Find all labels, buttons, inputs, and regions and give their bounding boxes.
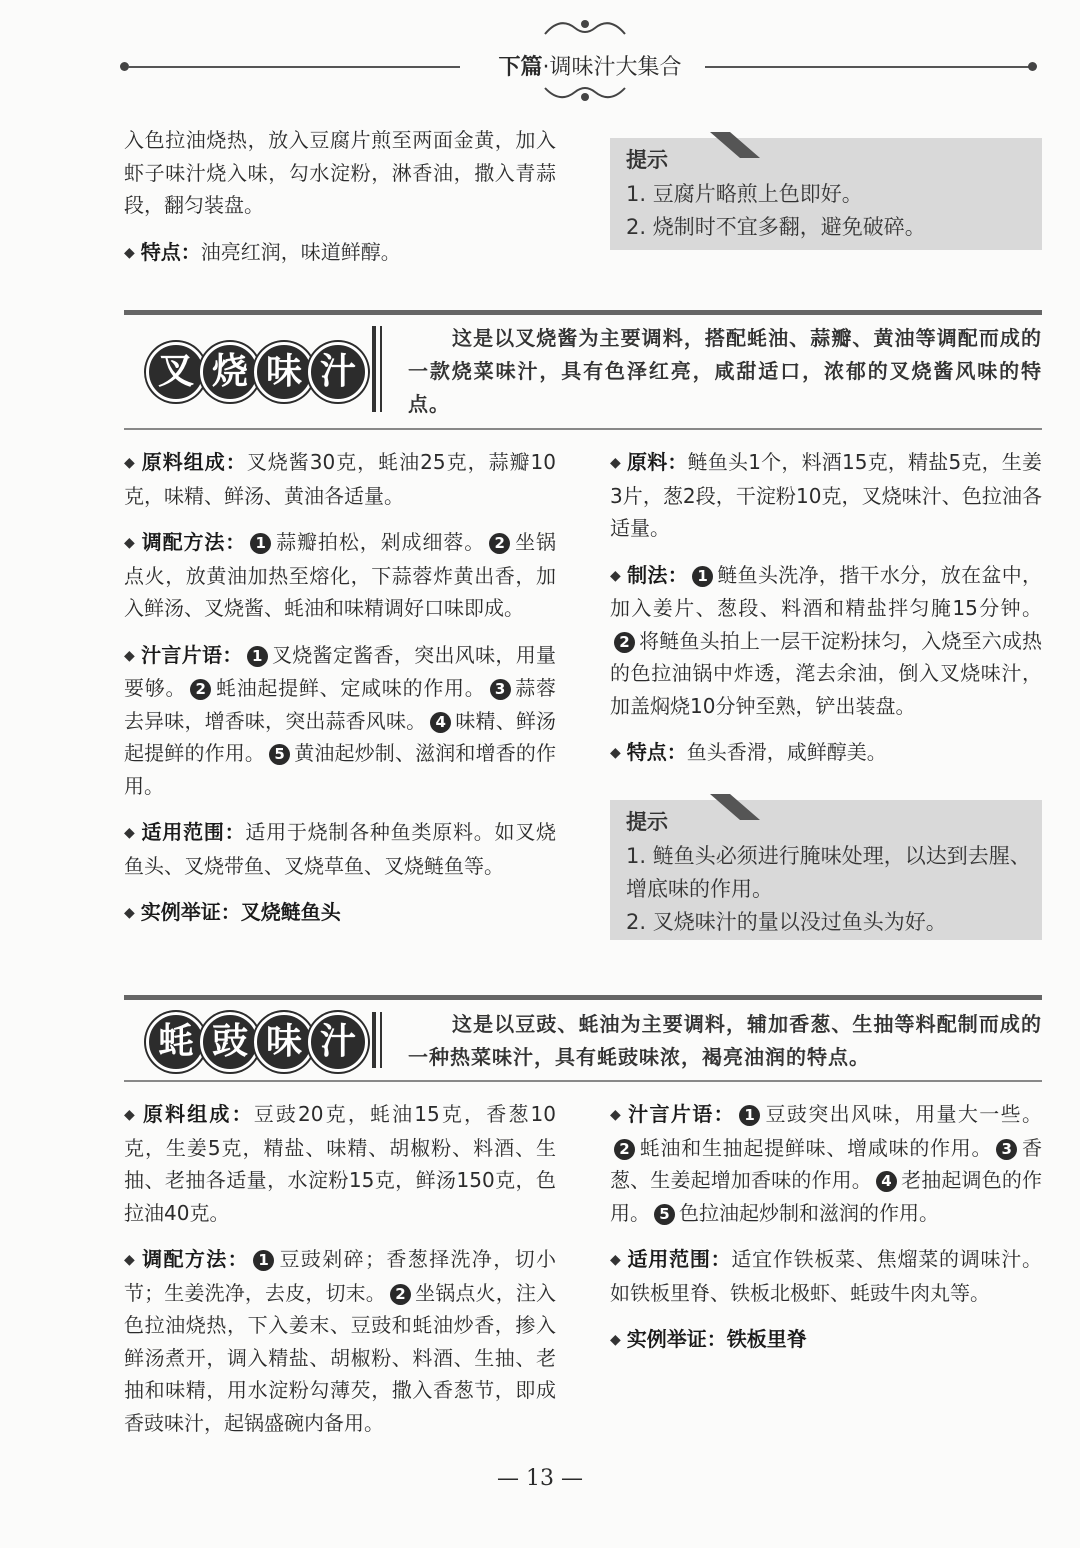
diamond-icon: ◆	[124, 905, 135, 921]
ingredients-text: 豆豉20克，蚝油15克，香葱10克，生姜5克，精盐、味精、胡椒粉、料酒、生抽、老抽各适量，水淀粉15克，鲜汤150克，色拉油40克。	[124, 1102, 556, 1225]
method	[124, 1243, 556, 1439]
diamond-icon: ◆	[610, 745, 621, 761]
number-3-icon: 3	[996, 1139, 1017, 1160]
scope-text: 适用于烧制各种鱼类原料。如叉烧鱼头、叉烧带鱼、叉烧草鱼、叉烧鲢鱼等。	[124, 820, 557, 878]
diamond-icon: ◆	[124, 244, 135, 261]
ornament-top	[540, 14, 630, 42]
section1-badge	[146, 342, 362, 402]
recipe-ingredients	[610, 446, 1042, 545]
ingredients	[124, 446, 556, 512]
section2-band-bottom	[124, 1080, 1042, 1082]
example-text: 铁板里脊	[726, 1327, 807, 1351]
method-step: 鲢鱼头洗净，揩干水分，放在盆中，加入姜片、葱段、料酒和精盐拌匀腌15分钟。	[610, 562, 1043, 620]
method-label: 调配方法：	[140, 530, 247, 554]
ingredients-text: 叉烧酱30克，蚝油25克，蒜瓣10克，味精、鲜汤、黄油各适量。	[124, 450, 557, 508]
header-rule-left	[128, 66, 460, 68]
badge-char: 味	[254, 342, 314, 402]
recipe-feature	[610, 736, 1042, 770]
feature-label: 特点：	[626, 740, 687, 764]
number-5-icon: 5	[654, 1204, 675, 1225]
scope-label: 适用范围：	[626, 1247, 732, 1271]
top-left-column	[124, 124, 556, 269]
header-title-part: 下篇	[498, 55, 543, 80]
method-step: 坐锅点火，放黄油加热至熔化，下蒜蓉炸黄出香，加入鲜汤、叉烧酱、蚝油和味精调好口味即成。	[124, 530, 556, 620]
top-method-text: 入色拉油烧热，放入豆腐片煎至两面金黄，加入虾子味汁烧入味，勾水淀粉，淋香油，撒入青蒜段，翻匀装盘。	[124, 128, 556, 217]
section2-band-top	[124, 995, 1042, 1000]
tip-item: 2. 叉烧味汁的量以没过鱼头为好。	[626, 910, 947, 934]
method-label: 制法：	[626, 562, 689, 587]
method-step: 坐锅点火，注入色拉油烧热，下入姜末、豆豉和蚝油炒香，掺入鲜汤煮开，调入精盐、胡椒粉、料酒、生抽、老抽和味精，用水淀粉勾薄芡，撒入香葱节，即成香豉味汁，起锅盛碗内备用。	[124, 1280, 557, 1435]
section2-badge	[146, 1012, 362, 1072]
badge-char: 汁	[308, 342, 368, 402]
number-1-icon: 1	[250, 533, 271, 554]
header-rule-right	[705, 66, 1030, 68]
method	[124, 526, 556, 625]
section2-left-column	[124, 1098, 556, 1439]
tip-body	[626, 840, 1032, 939]
scope	[124, 816, 556, 882]
badge-char: 烧	[200, 342, 260, 402]
method-label: 调配方法：	[140, 1247, 250, 1271]
note-item: 色拉油起炒制和滋润的作用。	[679, 1200, 939, 1225]
ingredients-label: 原料组成：	[140, 450, 247, 474]
header-title	[470, 50, 710, 81]
note-item: 蚝油起提鲜、定咸味的作用。	[215, 676, 486, 700]
ingredients-label: 原料：	[626, 450, 688, 474]
section1-left-column	[124, 446, 556, 930]
note-item: 豆豉突出风味，用量大一些。	[764, 1102, 1043, 1126]
badge-char: 味	[254, 1012, 314, 1072]
scope	[610, 1243, 1042, 1309]
diamond-icon: ◆	[124, 1252, 135, 1268]
section2-divider	[372, 1012, 376, 1068]
example	[610, 1323, 1042, 1357]
example-text: 叉烧鲢鱼头	[240, 900, 341, 924]
method-step: 豆豉剁碎；香葱择洗净，切小节；生姜洗净，去皮，切末。	[124, 1247, 557, 1305]
section2-right-column	[610, 1098, 1042, 1357]
note-item: 蚝油和生抽起提鲜味、增咸味的作用。	[639, 1135, 993, 1160]
number-1-icon: 1	[253, 1250, 274, 1271]
diamond-icon: ◆	[124, 535, 135, 551]
feature-text: 油亮红润，味道鲜醇。	[200, 239, 401, 264]
number-2-icon: 2	[390, 1284, 411, 1305]
diamond-icon: ◆	[124, 825, 135, 841]
diamond-icon: ◆	[610, 455, 621, 471]
ingredients	[124, 1098, 556, 1229]
notes-label: 汁言片语：	[626, 1102, 736, 1126]
note-item: 叉烧酱定酱香，突出风味，用量要够。	[124, 642, 557, 700]
section1-divider	[372, 326, 376, 412]
tip-label: 提示	[626, 810, 668, 834]
diamond-icon: ◆	[610, 1107, 621, 1123]
note-item: 香葱、生姜起增加香味的作用。	[610, 1135, 1043, 1192]
number-4-icon: 4	[430, 712, 451, 733]
number-2-icon: 2	[614, 632, 635, 653]
number-1-icon: 1	[739, 1105, 760, 1126]
section2-intro: 这是以豆豉、蚝油为主要调料，辅加香葱、生抽等料配制而成的一种热菜味汁，具有蚝豉味浓，褐亮油润的特点。	[408, 1012, 1042, 1069]
tip-box-section1	[610, 800, 1042, 940]
badge-char: 叉	[146, 342, 206, 402]
ornament-bottom	[540, 82, 630, 106]
diamond-icon: ◆	[124, 1107, 135, 1123]
example	[124, 896, 556, 930]
number-3-icon: 3	[490, 679, 511, 700]
header-dot-right	[1028, 62, 1037, 71]
number-2-icon: 2	[190, 679, 211, 700]
diamond-icon: ◆	[124, 647, 135, 664]
tip-box-top	[610, 138, 1042, 250]
section1-band-top	[124, 310, 1042, 315]
notes	[610, 1098, 1042, 1229]
method-step: 将鲢鱼头拍上一层干淀粉抹匀，入烧至六成热的色拉油锅中炸透，滗去余油，倒入叉烧味汁，加盖焖烧10分钟至熟，铲出装盘。	[610, 628, 1042, 718]
tip-item: 2. 烧制时不宜多翻，避免破碎。	[626, 215, 926, 239]
number-1-icon: 1	[692, 566, 713, 587]
scope-label: 适用范围：	[140, 820, 246, 844]
badge-char: 蚝	[146, 1012, 206, 1072]
tip-label: 提示	[626, 148, 668, 172]
page-number: — 13 —	[497, 1466, 583, 1491]
badge-char: 豉	[200, 1012, 260, 1072]
diamond-icon: ◆	[610, 1252, 621, 1268]
section2-divider-2	[380, 1012, 382, 1068]
recipe-method	[610, 559, 1042, 723]
feature-text: 鱼头香滑，咸鲜醇美。	[686, 740, 887, 764]
badge-char: 汁	[308, 1012, 368, 1072]
tip-item: 1. 豆腐片略煎上色即好。	[626, 182, 863, 206]
number-5-icon: 5	[269, 744, 290, 765]
diamond-icon: ◆	[124, 455, 135, 471]
example-label: 实例举证：	[626, 1327, 727, 1351]
number-2-icon: 2	[489, 533, 510, 554]
number-1-icon: 1	[247, 646, 268, 667]
note-item: 蒜蓉去异味，增香味，突出蒜香风味。	[124, 676, 557, 733]
number-2-icon: 2	[614, 1139, 635, 1160]
tip-item: 1. 鲢鱼头必须进行腌味处理，以达到去腥、增底味的作用。	[626, 844, 1031, 901]
method-step: 蒜瓣拍松，剁成细蓉。	[275, 530, 486, 554]
header-title-sep: ·	[542, 55, 550, 80]
note-item: 味精、鲜汤起提鲜的作用。	[124, 708, 557, 765]
section1-right-column	[610, 446, 1042, 770]
scope-text: 适宜作铁板菜、焦熘菜的调味汁。如铁板里脊、铁板北极虾、蚝豉牛肉丸等。	[610, 1247, 1043, 1305]
diamond-icon: ◆	[610, 567, 621, 584]
note-item: 黄油起炒制、滋润和增香的作用。	[124, 741, 557, 798]
tip-body	[626, 178, 1032, 244]
section1-divider-2	[380, 326, 382, 412]
diamond-icon: ◆	[610, 1332, 621, 1348]
feature-label: 特点：	[140, 239, 201, 264]
section1-intro: 这是以叉烧酱为主要调料，搭配蚝油、蒜瓣、黄油等调配而成的一款烧菜味汁，具有色泽红亮，咸甜适口，浓郁的叉烧酱风味的特点。	[408, 326, 1042, 416]
section1-band-bottom	[124, 428, 1042, 430]
top-feature	[124, 236, 556, 270]
ingredients-label: 原料组成：	[140, 1102, 254, 1126]
notes	[124, 639, 556, 803]
ingredients-text: 鲢鱼头1个，料酒15克，精盐5克，生姜3片，葱2段，干淀粉10克，叉烧味汁、色拉油各适量。	[610, 450, 1042, 540]
number-4-icon: 4	[876, 1171, 897, 1192]
example-label: 实例举证：	[140, 900, 241, 924]
notes-label: 汁言片语：	[140, 642, 243, 667]
header-title-rest: 调味汁大集合	[549, 55, 682, 80]
note-item: 老抽起调色的作用。	[610, 1168, 1043, 1225]
